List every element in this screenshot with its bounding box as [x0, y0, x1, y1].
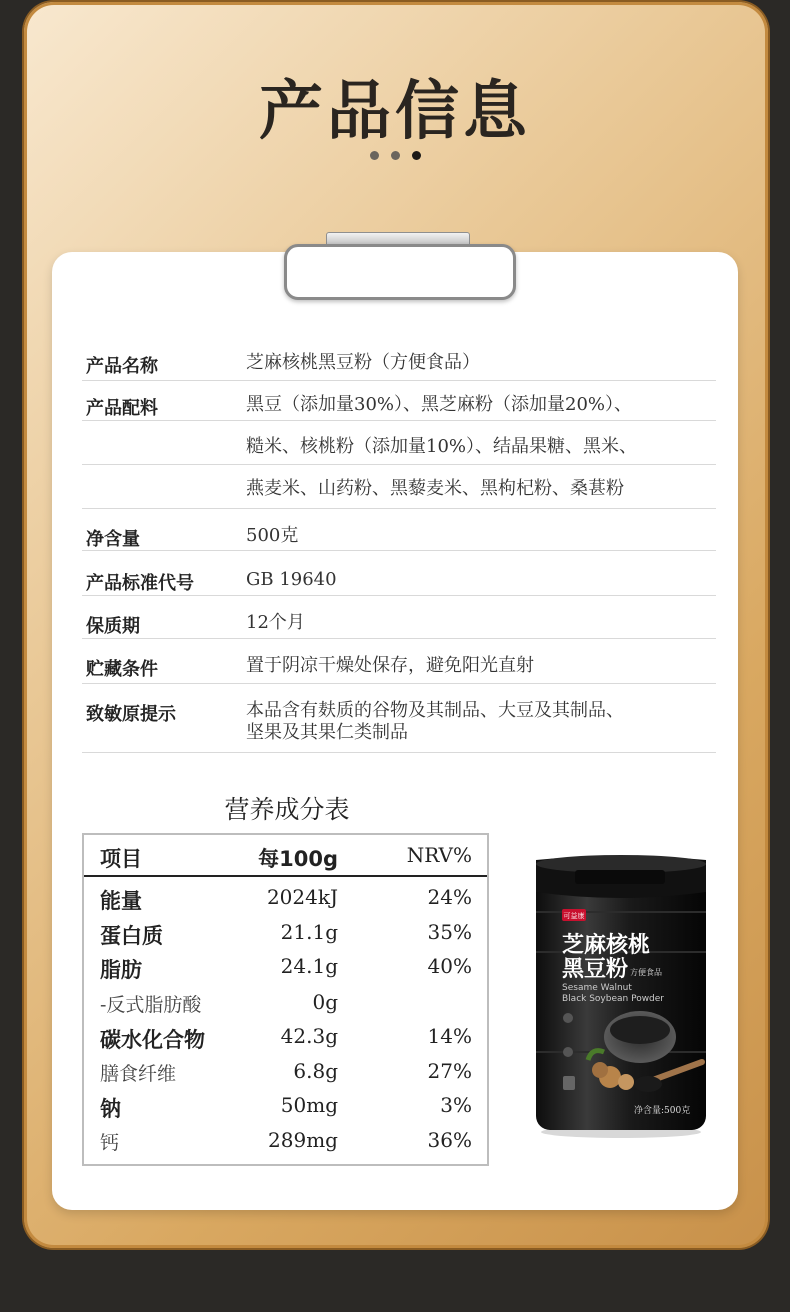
nutrition-item: 脂肪 — [100, 958, 142, 982]
page-title: 产品信息 — [259, 75, 531, 149]
info-row — [82, 655, 716, 684]
nutrition-item: 膳食纤维 — [100, 1063, 177, 1085]
can-tag: 方便食品 — [630, 968, 662, 977]
nutrition-per100g: 24.1g — [280, 954, 338, 978]
row-divider — [82, 464, 716, 465]
info-row — [82, 612, 716, 639]
info-value-line: 燕麦米、山药粉、黑藜麦米、黑枸杞粉、桑葚粉 — [246, 478, 624, 499]
header-item: 项目 — [100, 847, 142, 871]
info-value-line: 置于阴凉干燥处保存，避免阳光直射 — [246, 655, 534, 676]
can-brand: 可益康 — [563, 912, 585, 920]
dot-2 — [391, 151, 400, 160]
dot-1 — [370, 151, 379, 160]
info-row — [82, 352, 716, 381]
info-value-line: 12个月 — [246, 612, 305, 633]
clipboard-clip — [284, 244, 516, 300]
info-row — [82, 569, 716, 596]
info-label: 保质期 — [86, 616, 140, 637]
nutrition-header — [84, 835, 487, 877]
can-name-2: 黑豆粉 — [562, 957, 629, 982]
can-en-1: Sesame Walnut — [562, 983, 632, 993]
info-label: 产品配料 — [86, 398, 158, 419]
header-nrv: NRV% — [406, 843, 472, 867]
info-label: 净含量 — [86, 529, 140, 550]
info-value — [246, 569, 706, 591]
nutrition-nrv: 36% — [427, 1128, 472, 1152]
nutrition-per100g: 21.1g — [280, 920, 338, 944]
pagination-dots — [370, 151, 430, 163]
info-label: 致敏原提示 — [86, 704, 176, 725]
nutrition-nrv: 24% — [427, 885, 472, 909]
info-label: 产品标准代号 — [86, 573, 194, 594]
nutrition-item: 能量 — [100, 889, 142, 913]
nutrition-table — [82, 833, 489, 1166]
info-value-line: 500克 — [246, 525, 299, 546]
info-label: 产品名称 — [86, 356, 158, 377]
info-value-line: 糙米、核桃粉（添加量10%）、结晶果糖、黑米、 — [246, 436, 638, 457]
nutrition-nrv: 27% — [427, 1059, 472, 1083]
nutrition-per100g: 42.3g — [280, 1024, 338, 1048]
row-divider — [82, 420, 716, 421]
info-row — [82, 700, 716, 753]
info-value — [246, 525, 706, 547]
product-can-image — [530, 852, 712, 1142]
nutrition-per100g: 289mg — [268, 1128, 338, 1152]
can-en-2: Black Soybean Powder — [562, 994, 665, 1004]
nutrition-per100g: 2024kJ — [266, 885, 338, 909]
nutrition-title: 营养成分表 — [224, 795, 350, 824]
info-value — [246, 352, 706, 374]
nutrition-per100g: 0g — [312, 990, 338, 1014]
info-value — [246, 612, 706, 634]
dot-3 — [412, 151, 421, 160]
nutrition-per100g: 50mg — [280, 1093, 338, 1117]
info-value-line: 坚果及其果仁类制品 — [246, 722, 408, 743]
nutrition-item: -反式脂肪酸 — [100, 994, 202, 1016]
nutrition-item: 碳水化合物 — [100, 1028, 205, 1052]
can-name-1: 芝麻核桃 — [562, 933, 651, 958]
nutrition-per100g: 6.8g — [293, 1059, 338, 1083]
nutrition-item: 蛋白质 — [100, 924, 163, 948]
info-row — [82, 394, 716, 509]
nutrition-nrv: 35% — [427, 920, 472, 944]
nutrition-nrv: 14% — [427, 1024, 472, 1048]
can-net: 净含量:500克 — [634, 1106, 691, 1116]
info-value-line: GB 19640 — [246, 569, 337, 590]
info-value-line: 黑豆（添加量30%）、黑芝麻粉（添加量20%）、 — [246, 394, 633, 415]
info-value — [246, 394, 706, 520]
nutrition-item: 钙 — [100, 1132, 120, 1154]
nutrition-nrv: 40% — [427, 954, 472, 978]
info-value-line: 本品含有麸质的谷物及其制品、大豆及其制品、 — [246, 700, 624, 721]
nutrition-item: 钠 — [100, 1097, 121, 1121]
info-label: 贮藏条件 — [86, 659, 158, 680]
nutrition-nrv: 3% — [440, 1093, 472, 1117]
info-row — [82, 525, 716, 551]
info-value — [246, 655, 706, 677]
header-per100g: 每100g — [258, 847, 338, 871]
info-value-line: 芝麻核桃黑豆粉（方便食品） — [246, 352, 480, 373]
info-value — [246, 700, 706, 744]
